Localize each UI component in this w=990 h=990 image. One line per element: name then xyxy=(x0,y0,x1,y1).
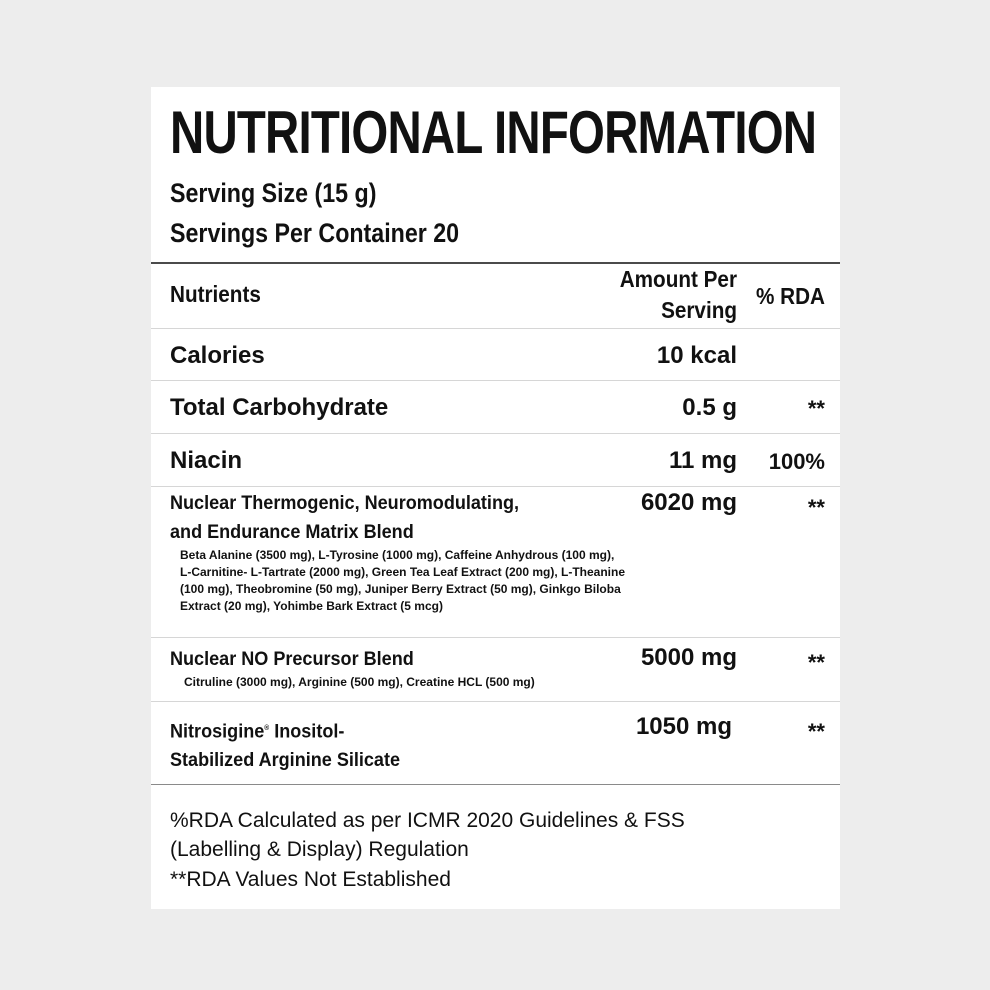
divider-row-2 xyxy=(151,433,840,434)
nitrosigine-suffix: Inositol- xyxy=(269,721,345,743)
row-carbohydrate-rda: ** xyxy=(807,396,825,421)
blend-thermogenic-label-line2: and Endurance Matrix Blend xyxy=(170,522,414,543)
column-header-amount-line1: Amount Per xyxy=(619,266,737,292)
row-niacin-rda: 100% xyxy=(768,449,825,474)
divider-row-4 xyxy=(151,637,840,638)
servings-per-container: Servings Per Container 20 xyxy=(170,218,460,248)
row-carbohydrate-amount: 0.5 g xyxy=(682,394,737,421)
blend-nitrosigine-label-line2: Stabilized Arginine Silicate xyxy=(170,750,401,772)
divider-footer xyxy=(151,784,840,785)
column-header-amount-line2: Serving xyxy=(661,297,737,324)
blend-thermogenic-ingredients: Beta Alanine (3500 mg), L-Tyrosine (1000 mg), Caffeine Anhydrous (100 mg), L-Carnitine- L-Tartrate (2000 mg), Green Tea Leaf Extract (200 mg), L-Theanine (100 mg), Theobromine (50 mg), Juniper Berry Extract (50 mg), Ginkgo Biloba Extract (20 mg), Yohimbe Bark Extract (5 mcg) xyxy=(180,548,625,613)
row-carbohydrate-label: Total Carbohydrate xyxy=(170,394,389,421)
label-title xyxy=(170,93,822,173)
blend-thermogenic-amount: 6020 mg xyxy=(640,489,737,516)
nitrosigine-name: Nitrosigine xyxy=(170,721,265,743)
blend-thermogenic-label xyxy=(170,489,519,547)
nutrition-label-panel xyxy=(151,87,840,909)
column-header-rda: % RDA xyxy=(755,283,825,309)
label-title-text: NUTRITIONAL INFORMATION xyxy=(170,99,817,166)
registered-mark: ® xyxy=(264,725,270,732)
row-niacin-amount: 11 mg xyxy=(668,447,737,474)
blend-no-precursor-ingredients: Citruline (3000 mg), Arginine (500 mg), Creatine HCL (500 mg) xyxy=(184,675,535,689)
footer-note-line1: %RDA Calculated as per ICMR 2020 Guidelines & FSS xyxy=(170,809,685,832)
blend-no-precursor-label: Nuclear NO Precursor Blend xyxy=(170,649,414,670)
divider-row-3 xyxy=(151,486,840,487)
blend-no-precursor-amount: 5000 mg xyxy=(640,644,737,671)
divider-row-5 xyxy=(151,701,840,702)
divider-header xyxy=(151,328,840,329)
blend-nitrosigine-label-line1 xyxy=(170,714,400,746)
row-calories-amount: 10 kcal xyxy=(656,342,737,369)
row-calories-label: Calories xyxy=(170,342,265,369)
blend-nitrosigine-amount: 1050 mg xyxy=(635,713,732,740)
blend-thermogenic-label-line1: Nuclear Thermogenic, Neuromodulating, xyxy=(170,493,520,514)
blend-no-precursor-rda: ** xyxy=(807,650,825,675)
footer-note-line3: **RDA Values Not Established xyxy=(170,868,451,891)
blend-nitrosigine-label xyxy=(170,714,400,775)
blend-thermogenic-rda: ** xyxy=(807,495,825,520)
footer-note-line2: (Labelling & Display) Regulation xyxy=(170,838,469,861)
column-header-amount xyxy=(577,264,737,326)
column-header-nutrients: Nutrients xyxy=(170,281,261,307)
blend-nitrosigine-rda: ** xyxy=(807,719,825,744)
divider-row-1 xyxy=(151,380,840,381)
row-niacin-label: Niacin xyxy=(170,447,243,474)
serving-size: Serving Size (15 g) xyxy=(170,178,377,208)
